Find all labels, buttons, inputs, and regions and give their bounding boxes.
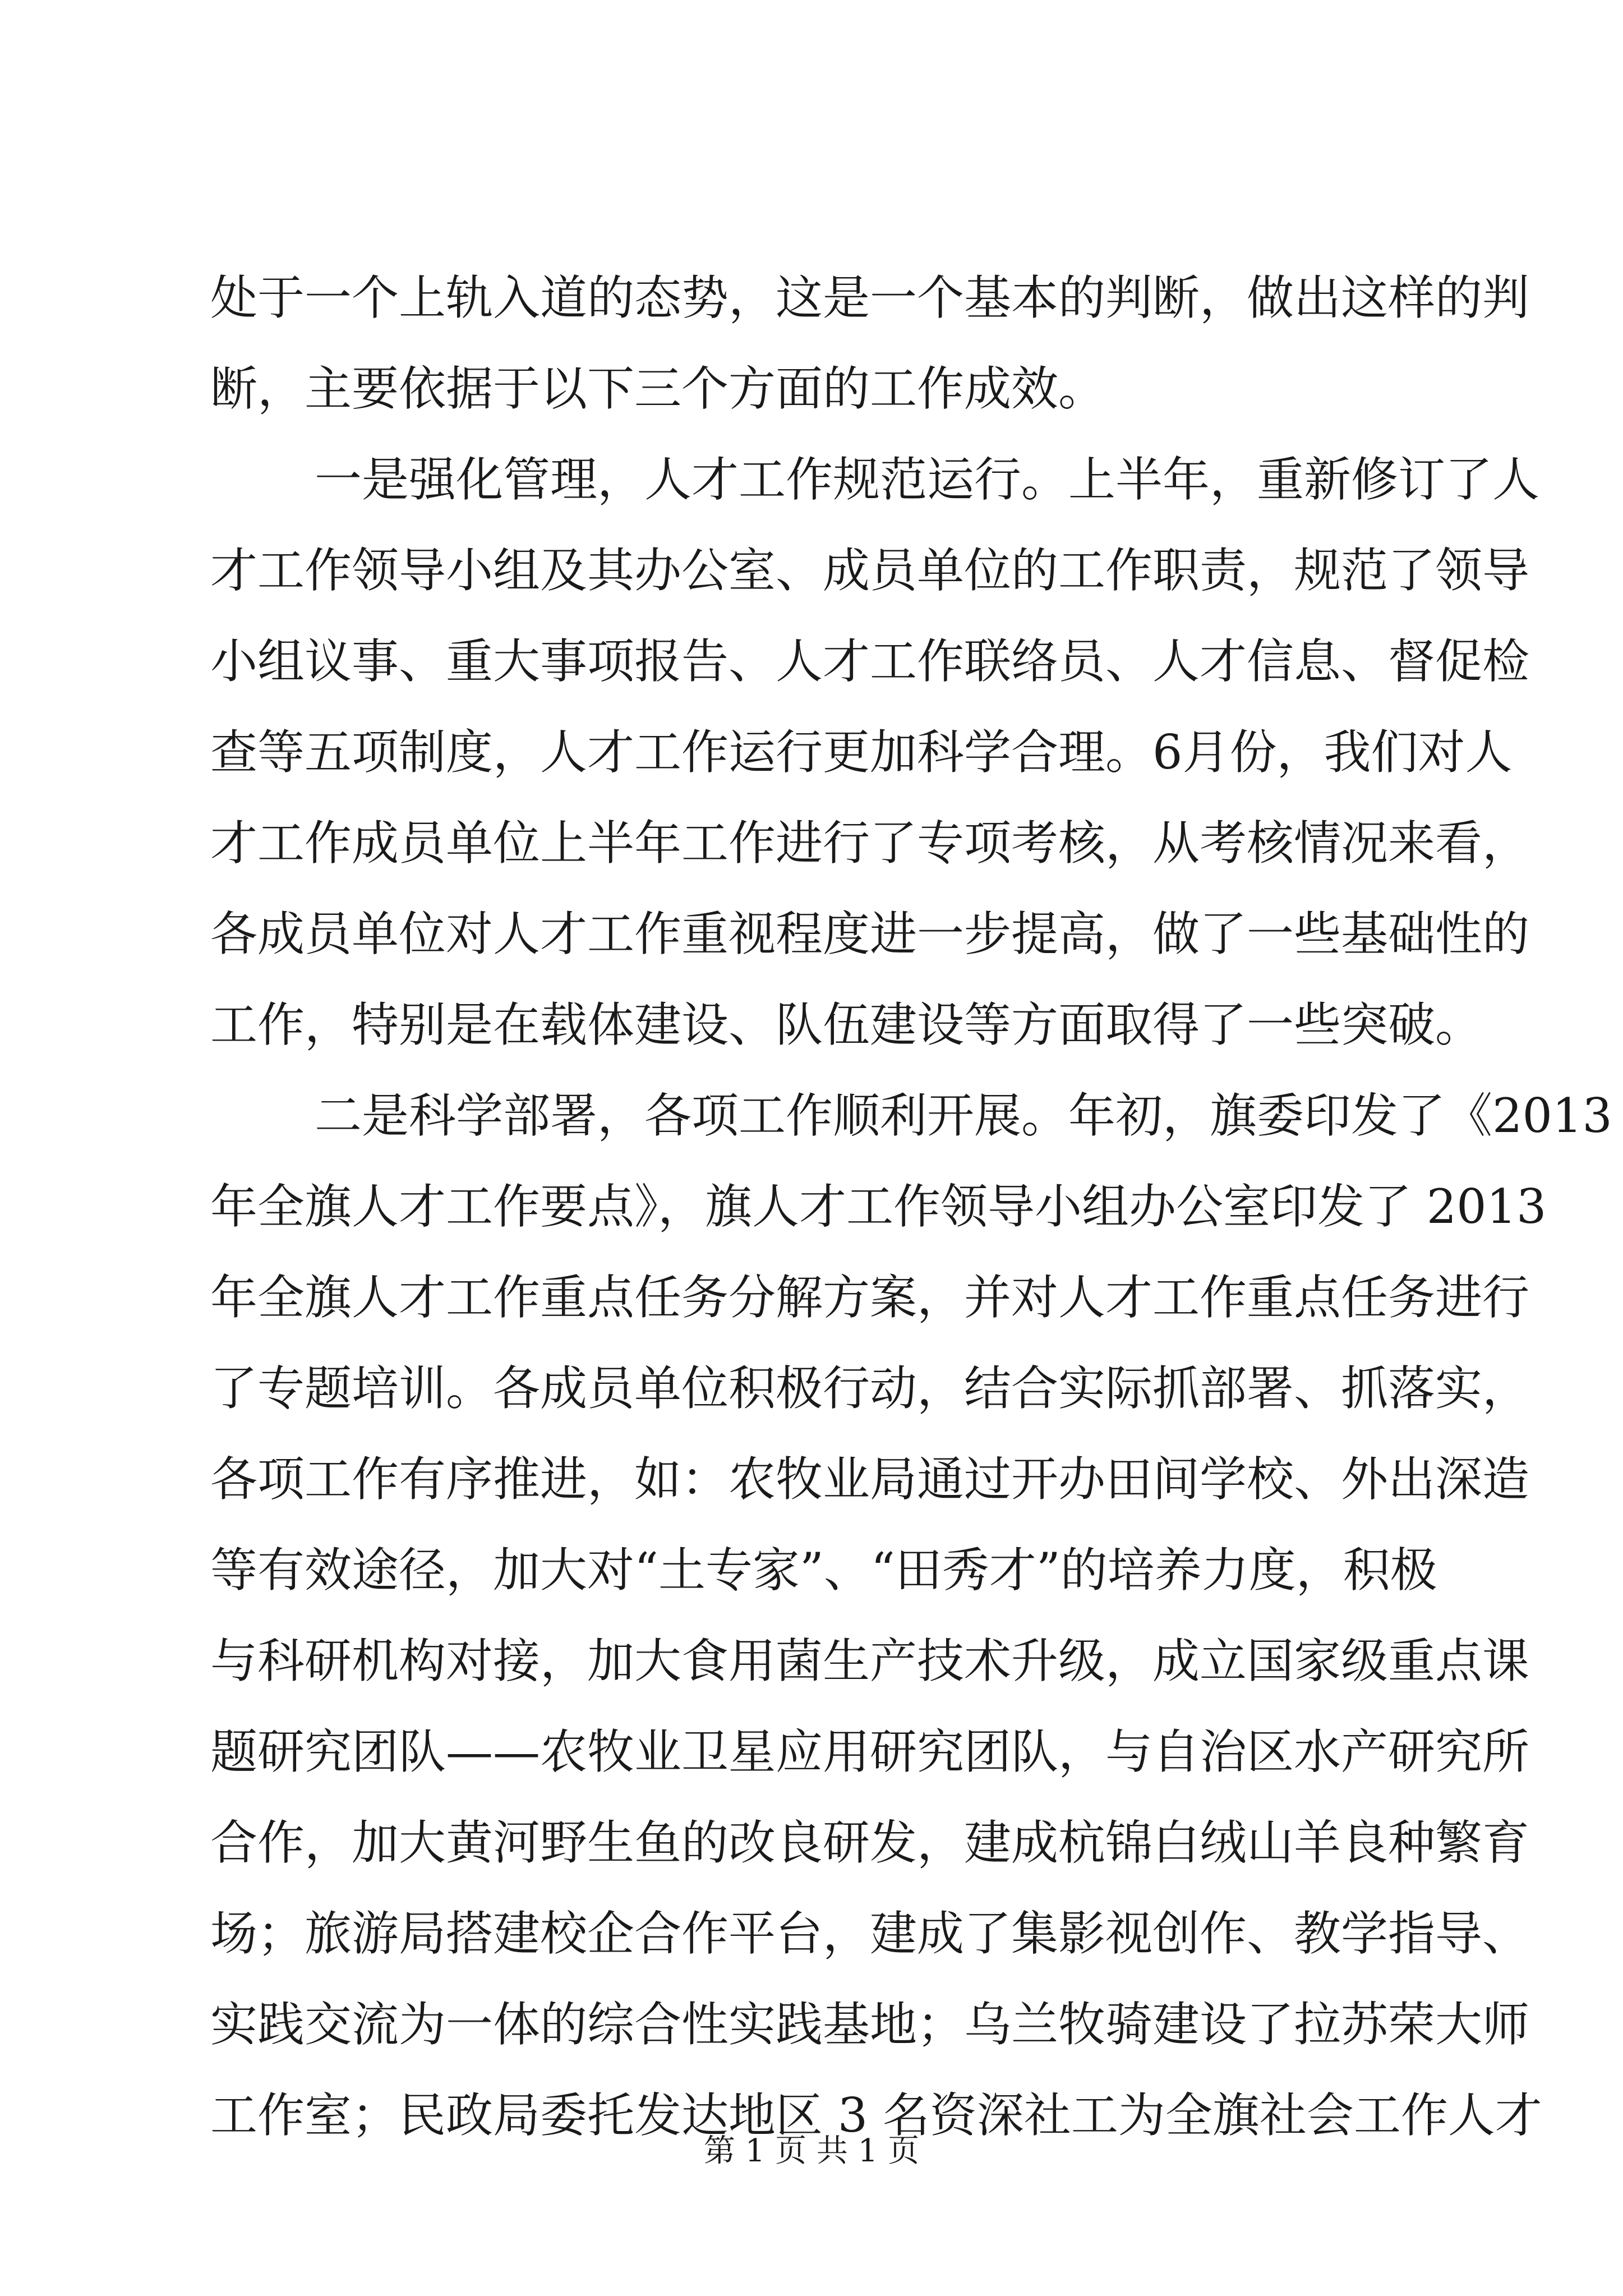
text-line: 年全旗人才工作重点任务分解方案，并对人才工作重点任务进行	[210, 1270, 1530, 1325]
text-line: 才工作领导小组及其办公室、成员单位的工作职责，规范了领导	[210, 543, 1530, 598]
paragraph-start-line: 二是科学部署，各项工作顺利开展。年初，旗委印发了《2013	[315, 1088, 1612, 1143]
text-line: 与科研机构对接，加大食用菌生产技术升级，成立国家级重点课	[210, 1634, 1530, 1688]
document-body	[210, 252, 1612, 2161]
text-line: 才工作成员单位上半年工作进行了专项考核，从考核情况来看，	[210, 816, 1530, 871]
text-line: 各成员单位对人才工作重视程度进一步提高，做了一些基础性的	[210, 907, 1530, 961]
paragraph-start-line: 一是强化管理，人才工作规范运行。上半年，重新修订了人	[315, 452, 1540, 507]
page-number-label: 第 1 页 共 1 页	[703, 2133, 920, 2169]
text-line: 场；旅游局搭建校企合作平台，建成了集影视创作、教学指导、	[210, 1906, 1530, 1961]
text-line: 工作室；民政局委托发达地区 3 名资深社工为全旗社会工作人才	[210, 2088, 1542, 2143]
page-footer	[0, 2129, 1623, 2174]
text-line: 了专题培训。各成员单位积极行动，结合实际抓部署、抓落实，	[210, 1361, 1530, 1416]
text-line: 工作，特别是在载体建设、队伍建设等方面取得了一些突破。	[210, 997, 1483, 1052]
text-line: 查等五项制度，人才工作运行更加科学合理。6月份，我们对人	[210, 725, 1513, 780]
text-line: 处于一个上轨入道的态势，这是一个基本的判断，做出这样的判	[210, 270, 1530, 325]
text-line: 等有效途径，加大对“土专家”、“田秀才”的培养力度，积极	[210, 1543, 1437, 1598]
text-line: 题研究团队——农牧业卫星应用研究团队，与自治区水产研究所	[210, 1724, 1530, 1779]
text-line: 断，主要依据于以下三个方面的工作成效。	[210, 361, 1106, 416]
text-line: 实践交流为一体的综合性实践基地；乌兰牧骑建设了拉苏荣大师	[210, 1997, 1530, 2052]
text-line: 合作，加大黄河野生鱼的改良研发，建成杭锦白绒山羊良种繁育	[210, 1815, 1530, 1870]
text-line: 小组议事、重大事项报告、人才工作联络员、人才信息、督促检	[210, 634, 1530, 689]
text-line: 各项工作有序推进，如：农牧业局通过开办田间学校、外出深造	[210, 1452, 1530, 1507]
text-line: 年全旗人才工作要点》，旗人才工作领导小组办公室印发了 2013	[210, 1179, 1547, 1234]
